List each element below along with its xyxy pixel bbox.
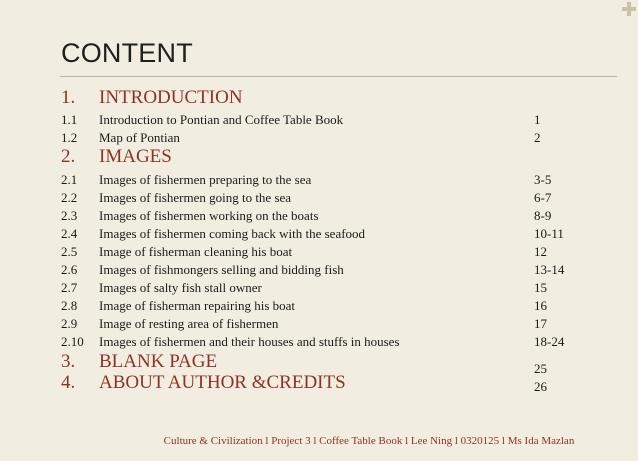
item-title: Images of fishermen and their houses and stuffs in houses — [99, 334, 400, 349]
item-page: 18-24 — [534, 334, 565, 349]
item-page: 1 — [534, 112, 541, 127]
footer-credits: Culture & Civilization l Project 3 l Coffee Table Book l Lee Ning l 0320125 l Ms Ida Mazlan — [163, 435, 575, 447]
section-number: 2. — [61, 146, 76, 167]
section-title: INTRODUCTION — [99, 87, 243, 108]
section-number: 3. — [61, 351, 76, 372]
section-title: IMAGES — [99, 146, 172, 167]
section-number: 1. — [61, 87, 76, 108]
section-number: 4. — [61, 372, 76, 393]
item-number: 2.10 — [61, 334, 84, 349]
item-title: Image of fisherman repairing his boat — [99, 298, 296, 313]
page-title: CONTENT — [61, 38, 193, 68]
item-page: 10-11 — [534, 226, 564, 241]
item-number: 2.3 — [61, 208, 78, 223]
item-page: 12 — [534, 244, 547, 259]
item-page: 6-7 — [534, 190, 552, 205]
item-title: Images of salty fish stall owner — [99, 280, 262, 295]
item-number: 2.6 — [61, 262, 78, 277]
item-page: 16 — [534, 298, 547, 313]
item-title: Images of fishermen preparing to the sea — [99, 172, 312, 187]
item-title: Images of fishermen working on the boats — [99, 208, 319, 223]
item-number: 2.7 — [61, 280, 78, 295]
item-title: Image of resting area of fishermen — [99, 316, 279, 331]
section-page: 26 — [534, 379, 547, 394]
item-title: Images of fishermen going to the sea — [99, 190, 292, 205]
item-number: 2.5 — [61, 244, 78, 259]
item-title: Image of fisherman cleaning his boat — [99, 244, 293, 259]
item-page: 17 — [534, 316, 547, 331]
item-title: Map of Pontian — [99, 130, 180, 145]
item-page: 15 — [534, 280, 547, 295]
item-page: 3-5 — [534, 172, 552, 187]
item-number: 2.4 — [61, 226, 78, 241]
item-title: Introduction to Pontian and Coffee Table Book — [99, 112, 344, 127]
item-page: 2 — [534, 130, 541, 145]
item-title: Images of fishmongers selling and bidding fish — [99, 262, 344, 277]
section-page: 25 — [534, 361, 547, 376]
item-title: Images of fishermen coming back with the seafood — [99, 226, 366, 241]
item-number: 2.8 — [61, 298, 78, 313]
title-divider — [60, 76, 617, 77]
item-number: 1.2 — [61, 130, 78, 145]
item-number: 1.1 — [61, 112, 78, 127]
item-number: 2.1 — [61, 172, 78, 187]
section-title: BLANK PAGE — [99, 351, 218, 372]
item-page: 13-14 — [534, 262, 565, 277]
item-number: 2.2 — [61, 190, 78, 205]
item-number: 2.9 — [61, 316, 78, 331]
cross-pattern-icon — [622, 2, 636, 16]
item-page: 8-9 — [534, 208, 552, 223]
section-title: ABOUT AUTHOR &CREDITS — [99, 372, 346, 393]
